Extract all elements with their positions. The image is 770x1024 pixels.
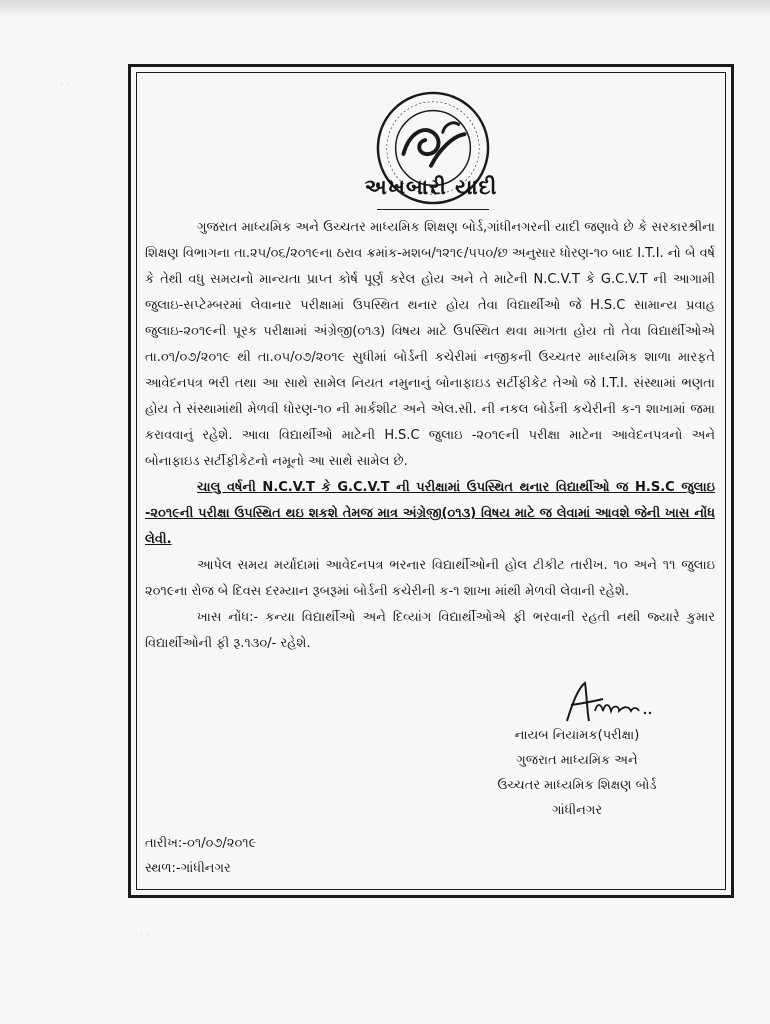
- signatory-org-line: ઉચ્ચતર માધ્યમિક શિક્ષણ બોર્ડ: [497, 778, 657, 793]
- signatory-designation: નાયબ નિયામક(પરીક્ષા): [514, 728, 640, 743]
- paragraph-hall-ticket: આપેલ સમય મર્યાદામાં આવેદનપત્ર ભરનાર વિદ્યાર્થીઓની હોલ ટીકીટ તારીખ. ૧૦ અને ૧૧ જુલાઇ ૨૦૧૯ના રોજ બે દિવસ દરમ્યાન રૂબરૂમાં બોર્ડની કચેરીની ક-૧ શાખા માંથી મેળવી લેવાની રહેશે.: [145, 558, 715, 599]
- bleed-mark: · ·: [60, 80, 69, 90]
- title-underline: [377, 209, 489, 210]
- document-body: [145, 215, 715, 657]
- paragraph-main: ગુજરાત માધ્યમિક અને ઉચ્ચતર માધ્યમિક શિક્ષણ બોર્ડ,ગાંધીનગરની યાદી જણાવે છે કે સરકારશ્રીના શિક્ષણ વિભાગના તા.૨૫/૦૬/૨૦૧૯ના ઠરાવ ક્રમાંક-મશબ/૧૨૧૯/૫૫૦/છ અનુસાર ધોરણ-૧૦ બાદ I.T.I. નો બે વર્ષ કે તેથી વધુ સમયનો માન્યતા પ્રાપ્ત કોર્ષ પૂર્ણ કરેલ હોય અને તે માટેની N.C.V.T કે G.C.V.T ની આગામી જુલાઇ-સપ્ટેમ્બરમાં લેવાનાર પરીક્ષામાં ઉપસ્થિત થનાર હોય તેવા વિદ્યાર્થીઓ જે H.S.C સામાન્ય પ્રવાહ જુલાઇ-૨૦૧૯ની પૂરક પરીક્ષામાં અંગ્રેજી(૦૧૩) વિષય માટે ઉપસ્થિત થવા માગતા હોય તો તેવા વિદ્યાર્થીઓએ તા.૦૧/૦૭/૨૦૧૯ થી તા.૦૫/૦૭/૨૦૧૯ સુધીમાં બોર્ડની કચેરીમાં નજીકની ઉચ્ચતર માધ્યમિક શાળા મારફતે આવેદનપત્ર ભરી તથા આ સાથે સામેલ નિયત નમુનાનું બોનાફાઇડ સર્ટીફીકેટ તેઓ જે I.T.I. સંસ્થામાં ભણતા હોય તે સંસ્થામાંથી મેળવી ધોરણ-૧૦ ની માર્કશીટ અને એલ.સી. ની નકલ બોર્ડની કચેરીની ક-૧ શાખામાં જમા કરાવવાનું રહેશે. આવા વિદ્યાર્થીઓ માટેની H.S.C જુલાઇ -૨૦૧૯ની પરીક્ષા માટેના આવેદનપત્રનો અને બોનાફાઇડ સર્ટીફીકેટનો નમૂનો આ સાથે સામેલ છે.: [145, 220, 715, 469]
- paragraph-fee-note: ખાસ નોંધ:- કન્યા વિદ્યાર્થીઓ અને દિવ્યાંગ વિદ્યાર્થીઓએ ફી ભરવાની રહતી નથી જ્યારે કુમાર વિદ્યાર્થીઓની ફી રૂ.૧૩૦/- રહેશે.: [145, 610, 715, 651]
- bleed-mark: · ·: [140, 930, 149, 940]
- paragraph-important: ચાલુ વર્ષની N.C.V.T કે G.C.V.T ની પરીક્ષામાં ઉપસ્થિત થનાર વિદ્યાર્થીઓ જ H.S.C જુલાઇ -૨૦૧૯ની પરીક્ષા ઉપસ્થિત થઇ શકશે તેમજ માત્ર અંગ્રેજી(૦૧૩) વિષય માટે જ લેવામાં આવશે જેની ખાસ નોંધ લેવી.: [145, 480, 715, 547]
- scan-edge: [0, 0, 770, 16]
- document-frame: [128, 64, 734, 898]
- date-line: તારીખ:-૦૧/૦૭/૨૦૧૯: [145, 836, 257, 851]
- signatory-block: [477, 723, 677, 823]
- place-line: સ્થળ:-ગાંધીનગર: [145, 861, 231, 876]
- document-frame-inner: [136, 72, 726, 890]
- signatory-org-line: ગુજરાત માધ્યમિક અને: [516, 753, 638, 768]
- signatory-city: ગાંધીનગર: [551, 803, 603, 818]
- date-place-block: [145, 831, 256, 881]
- handwritten-signature: [559, 677, 655, 727]
- document-title: અખબારી યાદી: [364, 175, 498, 199]
